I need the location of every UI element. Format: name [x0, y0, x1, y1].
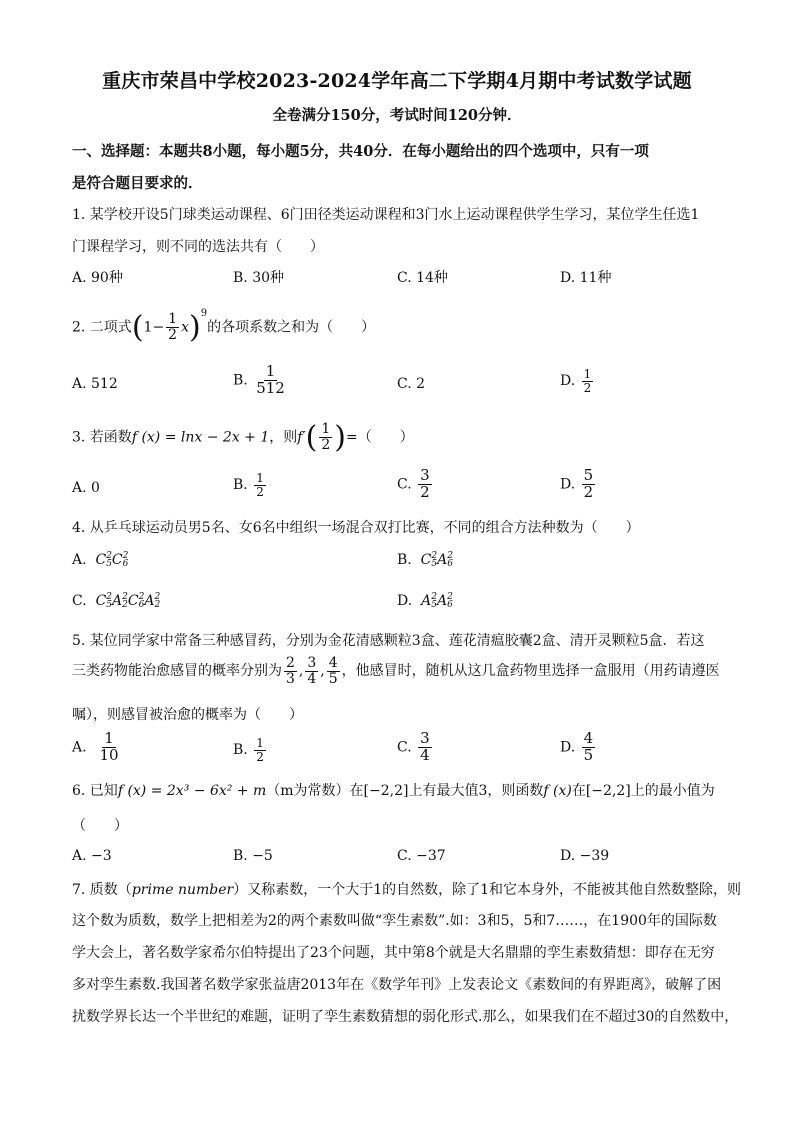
q2-fraction: $\frac{1}{2}$ — [168, 311, 178, 343]
q2-stem — [72, 307, 376, 345]
section-heading-line2: 是符合题目要求的． — [72, 175, 203, 192]
q2-option-d: D. $\frac{1}{2}$ — [560, 367, 592, 395]
q5-option-d: D. $\frac{4}{5}$ — [560, 729, 594, 764]
q6-text-line2: （ ） — [72, 818, 128, 834]
q3-option-c: C. $\frac{3}{2}$ — [397, 466, 430, 501]
q3-option-b: B. $\frac{1}{2}$ — [233, 471, 264, 499]
q6-option-b: B. −5 — [233, 848, 273, 864]
q3-derivative: f′ — [297, 429, 306, 446]
q5-option-a: A. $\frac{1}{10}$ — [72, 729, 119, 764]
q1-option-d: D. 11种 — [560, 270, 612, 286]
q7-text-line3: 学大会上，著名数学家希尔伯特提出了23个问题，其中第8个就是大名鼎鼎的孪生素数猜想：即存在无穷 — [72, 945, 715, 961]
q1-text-line2: 门课程学习，则不同的选法共有（ ） — [72, 239, 324, 255]
q7-text-line4: 多对孪生素数.我国著名数学家张益唐2013年在《数学年刊》上发表论文《素数间的有界距离》，破解了困 — [72, 977, 722, 993]
q5-option-c: C. $\frac{3}{4}$ — [397, 729, 430, 764]
q6-option-d: D. −39 — [560, 848, 610, 864]
q2-expr-one: 1− — [143, 319, 165, 336]
q1-text-line1: 1. 某学校开设5门球类运动课程、6门田径类运动课程和3门水上运动课程供学生学习，某位学生任选1 — [72, 207, 700, 223]
q7-text-line1: 7. 质数（prime number）又称素数，一个大于1的自然数，除了1和它本身外，不能被其他自然数整除，则 — [72, 882, 742, 898]
q2-variable: x — [181, 319, 189, 336]
q2-option-a: A. 512 — [72, 376, 118, 392]
section-heading-line1: 一、选择题：本题共8小题，每小题5分，共40分．在每小题给出的四个选项中，只有一项 — [72, 143, 649, 160]
q5-option-b: B. $\frac{1}{2}$ — [233, 736, 264, 764]
q3-function: f (x) = lnx − 2x + 1 — [131, 429, 270, 446]
q6-function: f (x) = 2x³ − 6x² + m — [117, 783, 267, 799]
q2-option-c: C. 2 — [397, 376, 426, 392]
q2-right-paren: ) — [189, 310, 201, 345]
q4-option-d: D. A 2 5 A 2 6 — [397, 592, 453, 611]
q3-stem: 3. 若函数f (x) = lnx − 2x + 1，则f′( $\frac{1}{2}$ )=（ ） — [72, 420, 414, 455]
q4-option-c: C. C 2 5 A 2 2 C 2 6 A 2 2 — [72, 592, 161, 611]
q4-option-b: B. C 2 5 A 2 6 — [397, 551, 453, 570]
q5-text-line3: 嘱），则感冒被治愈的概率为（ ） — [72, 707, 303, 723]
q3-fraction: $\frac{1}{2}$ — [321, 421, 331, 453]
q3-option-a: A. 0 — [72, 480, 100, 496]
q3-option-d: D. $\frac{5}{2}$ — [560, 466, 594, 501]
page-subtitle: 全卷满分150分，考试时间120分钟． — [272, 107, 522, 124]
q7-text-line2: 这个数为质数，数学上把相差为2的两个素数叫做“孪生素数”.如：3和5，5和7……，在1900年的国际数 — [72, 913, 717, 929]
q1-option-a: A. 90种 — [72, 270, 123, 286]
q6-interval: [−2,2] — [363, 783, 409, 799]
q1-option-b: B. 30种 — [233, 270, 285, 286]
q2-left-paren: ( — [131, 310, 144, 345]
q1-option-c: C. 14种 — [397, 270, 448, 286]
q4-stem: 4. 从乒乓球运动员男5名、女6名中组织一场混合双打比赛，不同的组合方法种数为（ ） — [72, 520, 640, 536]
page-title: 重庆市荣昌中学校2023-2024学年高二下学期4月期中考试数学试题 — [102, 70, 692, 92]
q2-prefix: 2. 二项式 — [72, 319, 132, 336]
q4-option-a: A. C 2 5 C 2 6 — [72, 551, 129, 570]
q6-option-a: A. −3 — [72, 848, 112, 864]
q6-option-c: C. −37 — [397, 848, 446, 864]
q7-text-line5: 扰数学界长达一个半世纪的难题，证明了孪生素数猜想的弱化形式.那么，如果我们在不超过30的自然数中， — [72, 1009, 739, 1025]
q5-text-line2: 三类药物能治愈感冒的概率分别为 $\frac{2}{3}$ , $\frac{3}{4}$ , $\frac{4}{5}$ ，他感冒时，随机从这几盒药物里选择一盒服用（用药请遵医 — [72, 655, 720, 687]
q2-suffix: 的各项系数之和为（ ） — [207, 319, 376, 336]
q6-stem: 6. 已知f (x) = 2x³ − 6x² + m（m为常数）在[−2,2]上有最大值3，则函数f (x)在[−2,2]上的最小值为 — [72, 783, 715, 799]
q5-text-line1: 5. 某位同学家中常备三种感冒药，分别为金花清感颗粒3盒、莲花清瘟胶囊2盒、清开灵颗粒5盒．若这 — [72, 633, 705, 649]
q2-option-b: B. $\frac{1}{512}$ — [233, 362, 285, 397]
q2-exponent: 9 — [200, 307, 208, 319]
